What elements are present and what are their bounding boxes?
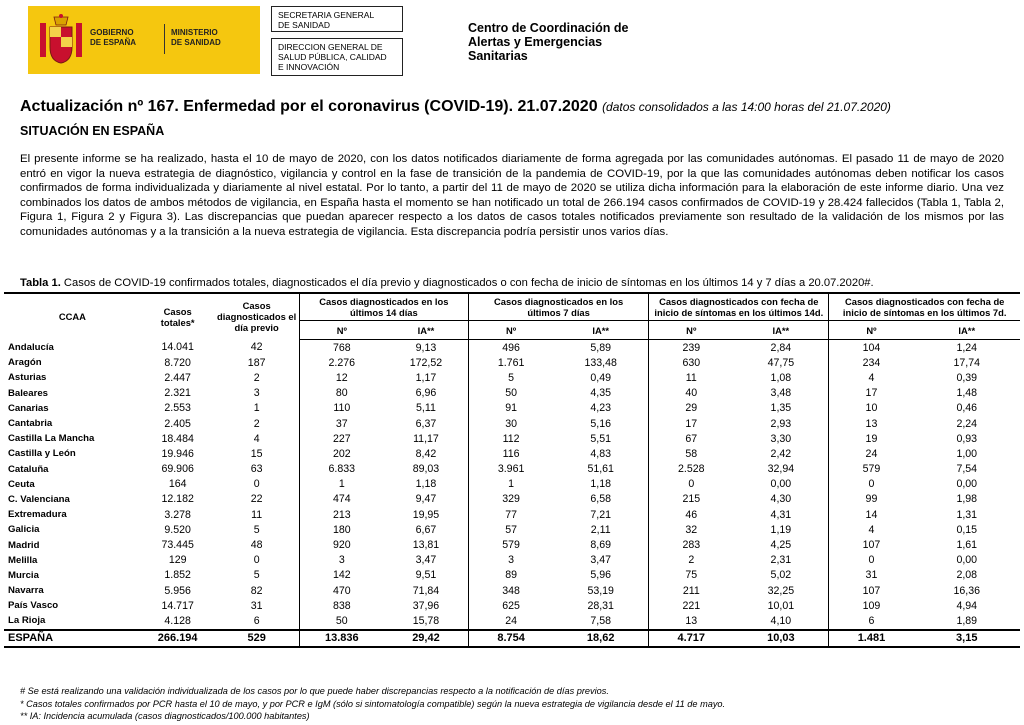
note-hash: # Se está realizando una validación individualizada de los casos por lo que puede haber discrepancias respecto a la notificación de días previos. — [20, 686, 609, 696]
table-cell: 1,17 — [384, 370, 469, 385]
header-dia-previo: Casos diagnosticados el día previo — [215, 293, 300, 340]
table-cell: 3,30 — [733, 431, 829, 446]
table-cell: 4 — [868, 523, 875, 536]
table-cell: 1 — [508, 478, 515, 491]
table-cell: 3 — [338, 554, 345, 567]
table-cell: 13 — [865, 417, 878, 430]
table-cell: 91 — [505, 402, 517, 415]
cases-table — [4, 292, 1020, 648]
table-cell: 4,31 — [733, 507, 829, 522]
table-cell: 2.405 — [164, 417, 191, 430]
header-casos-totales: Casos totales* — [141, 293, 215, 340]
table-cell: 16,36 — [953, 584, 981, 597]
table-cell: 8,69 — [553, 537, 649, 552]
header-ccaa: CCAA — [4, 293, 141, 340]
table-row — [4, 446, 1020, 461]
table-cell: 3,47 — [553, 553, 649, 568]
table-cell: 9.520 — [164, 523, 191, 536]
table-cell: 12.182 — [161, 493, 194, 506]
row-ccaa-name: Andalucía — [8, 341, 54, 353]
header-n: Nº — [299, 321, 384, 340]
table-row — [4, 583, 1020, 598]
table-cell: 2,93 — [733, 416, 829, 431]
table-cell: 37 — [335, 417, 348, 430]
row-ccaa-name: Navarra — [8, 585, 44, 597]
row-ccaa-name: Canarias — [8, 402, 49, 414]
table-row — [4, 537, 1020, 552]
table-cell: 2.528 — [678, 463, 705, 476]
table-cell: 58 — [685, 447, 698, 460]
table-cell: 579 — [502, 539, 520, 552]
table-cell: 28,31 — [553, 598, 649, 613]
row-ccaa-name: ESPAÑA — [4, 630, 141, 647]
spain-crest-icon — [38, 13, 84, 67]
report-title-main: Actualización nº 167. Enfermedad por el coronavirus (COVID-19). 21.07.2020 — [20, 98, 598, 115]
table-cell: 3.961 — [497, 463, 525, 476]
table-cell: 48 — [215, 537, 300, 552]
table-cell: 0,00 — [956, 478, 978, 491]
table-row — [4, 355, 1020, 370]
table-cell: 142 — [332, 569, 351, 582]
table-cell: 71,84 — [384, 583, 469, 598]
table-cell: 14 — [865, 508, 878, 521]
table-row — [4, 553, 1020, 568]
table-cell: 5 — [508, 371, 515, 384]
row-ccaa-name: Ceuta — [8, 478, 35, 490]
secretaria-box: SECRETARIA GENERAL DE SANIDAD — [271, 6, 403, 32]
header-group-14d: Casos diagnosticados en los últimos 14 días — [299, 293, 468, 321]
table-cell: 0,49 — [553, 370, 649, 385]
table-cell: 3.278 — [164, 508, 191, 521]
table-cell: 9,13 — [384, 340, 469, 356]
logo-divider — [164, 24, 165, 54]
table-cell: 109 — [862, 599, 881, 612]
table-cell: 1,89 — [956, 614, 978, 627]
report-title-sub: (datos consolidados a las 14:00 horas del 21.07.2020) — [602, 100, 891, 114]
table-cell: 1,31 — [956, 508, 978, 521]
table-cell: 630 — [682, 356, 701, 369]
table-cell: 69.906 — [161, 463, 194, 476]
table-cell: 8.754 — [469, 630, 554, 647]
table-cell: 221 — [682, 599, 701, 612]
table-cell: 1,00 — [956, 447, 978, 460]
table-cell: 9,51 — [384, 568, 469, 583]
table-cell: 2.321 — [164, 387, 191, 400]
table-cell: 1,18 — [553, 477, 649, 492]
table-cell: 2 — [688, 554, 695, 567]
table-cell: 187 — [215, 355, 300, 370]
centro-coordinacion-label: Centro de Coordinación de Alertas y Emergencias Sanitarias — [468, 21, 629, 63]
table-cell: 8.720 — [164, 356, 191, 369]
note-asterisk: * Casos totales confirmados por PCR hasta el 10 de mayo, y por PCR e IgM (sólo si sintomatología compatible) según la nueva estrategia de vigilancia desde el 11 de mayo. — [20, 698, 726, 709]
table-cell: 17,74 — [953, 356, 981, 369]
table-cell: 227 — [332, 432, 351, 445]
table-cell: 0,39 — [956, 371, 978, 384]
table-cell: 30 — [505, 417, 517, 430]
table-cell: 329 — [502, 493, 520, 506]
table-cell: 2,84 — [733, 340, 829, 356]
header-n: Nº — [829, 321, 914, 340]
section-heading: SITUACIÓN EN ESPAÑA — [20, 124, 165, 138]
table-cell: 0,00 — [956, 554, 978, 567]
table-cell: 2.447 — [164, 371, 191, 384]
table-cell: 2,08 — [956, 569, 978, 582]
table-cell: 0,93 — [956, 432, 978, 445]
table-cell: 2,24 — [956, 417, 978, 430]
table-cell: 2 — [215, 416, 300, 431]
document-header — [28, 6, 1008, 86]
table-cell: 3 — [508, 554, 515, 567]
row-ccaa-name: Extremadura — [8, 509, 67, 521]
table-row — [4, 370, 1020, 385]
table-cell: 180 — [332, 523, 351, 536]
table-cell: 67 — [685, 432, 698, 445]
header-group-sintomas-7d: Casos diagnosticados con fecha de inicio de síntomas en los últimos 7d. — [829, 293, 1020, 321]
table-cell: 24 — [505, 614, 517, 627]
table-cell: 4 — [868, 371, 875, 384]
table-row — [4, 401, 1020, 416]
row-ccaa-name: Cantabria — [8, 418, 53, 430]
table-cell: 1,61 — [956, 539, 978, 552]
table-notes — [20, 685, 725, 723]
table-cell: 5,51 — [553, 431, 649, 446]
table-cell: 104 — [862, 341, 881, 354]
header-group-7d: Casos diagnosticados en los últimos 7 días — [469, 293, 649, 321]
table-cell: 63 — [215, 462, 300, 477]
table-cell: 31 — [865, 569, 878, 582]
table-cell: 42 — [215, 340, 300, 356]
table-cell: 75 — [685, 569, 698, 582]
table-cell: 0 — [868, 478, 875, 491]
table-cell: 239 — [682, 341, 701, 354]
table-cell: 3 — [215, 386, 300, 401]
table-cell: 73.445 — [161, 539, 194, 552]
header-ia: IA** — [733, 321, 829, 340]
table-cell: 470 — [332, 584, 351, 597]
table-cell: 13,81 — [384, 537, 469, 552]
table-row — [4, 462, 1020, 477]
table-cell: 3,48 — [733, 386, 829, 401]
table-cell: 12 — [335, 371, 348, 384]
table-cell: 14.041 — [161, 341, 194, 354]
row-ccaa-name: Castilla La Mancha — [8, 433, 95, 445]
table-cell: 4,30 — [733, 492, 829, 507]
header-n: Nº — [469, 321, 554, 340]
table-cell: 768 — [332, 341, 351, 354]
table-cell: 0 — [215, 477, 300, 492]
table-cell: 211 — [682, 584, 700, 597]
table-cell: 5 — [215, 522, 300, 537]
row-ccaa-name: Melilla — [8, 554, 38, 566]
table-cell: 10,03 — [733, 630, 829, 647]
table-cell: 47,75 — [733, 355, 829, 370]
table-cell: 5.956 — [164, 584, 191, 597]
table-row — [4, 598, 1020, 613]
table-cell: 89,03 — [384, 462, 469, 477]
table-cell: 1,19 — [733, 522, 829, 537]
table-cell: 4,94 — [956, 599, 978, 612]
table-row — [4, 613, 1020, 629]
table-cell: 0,15 — [956, 523, 978, 536]
table-cell: 50 — [505, 387, 517, 400]
table-cell: 40 — [685, 387, 698, 400]
table-cell: 1,98 — [956, 493, 978, 506]
table-cell: 32,25 — [733, 583, 829, 598]
table-row — [4, 492, 1020, 507]
table-cell: 17 — [685, 417, 698, 430]
table-cell: 4 — [215, 431, 300, 446]
table-cell: 7,54 — [956, 463, 978, 476]
table-cell: 29,42 — [384, 630, 469, 647]
table-cell: 6 — [215, 613, 300, 629]
table-cell: 50 — [335, 614, 348, 627]
table-cell: 4.128 — [164, 614, 191, 627]
table-cell: 3,15 — [914, 630, 1020, 647]
header-ia: IA** — [553, 321, 649, 340]
table-cell: 37,96 — [384, 598, 469, 613]
row-ccaa-name: País Vasco — [8, 600, 59, 612]
table-cell: 110 — [333, 402, 351, 415]
table-cell: 164 — [168, 478, 187, 491]
table-cell: 348 — [502, 584, 520, 597]
table-caption-text: Casos de COVID-19 confirmados totales, diagnosticados el día previo y diagnosticados o con fecha de inicio de síntomas en los últimos 14 y 7 días a 20.07.2020#. — [60, 277, 874, 289]
table-cell: 80 — [335, 387, 348, 400]
table-cell: 283 — [682, 539, 701, 552]
table-caption-label: Tabla 1. — [20, 277, 61, 289]
table-cell: 266.194 — [141, 630, 215, 647]
table-cell: 1.852 — [164, 569, 191, 582]
table-cell: 15,78 — [384, 613, 469, 629]
intro-paragraph: El presente informe se ha realizado, hasta el 10 de mayo de 2020, con los datos notificados diariamente de forma agregada por las comunidades autónomas. El pasado 11 de mayo de 2020 entró en vigor la nueva estrategia de diagnóstico, vigilancia y control en la fase de transición de la pandemia de COVID-19, por la que las comunidades autónomas deben notificar los casos confirmados de forma individualizada y diariamente al nivel estatal. Por lo tanto, a partir del 11 de mayo de 2020 se utiliza dicha información para la elaboración de este informe diario. Una vez combinados los datos de ambos métodos de vigilancia, en España hasta el momento se han notificado un total de 266.194 casos confirmados de COVID-19 y 28.424 fallecidos (Tabla 1, Tabla 2, Figura 1, Figura 2 y Figura 3). Las discrepancias que puedan aparecer respecto a los datos de casos totales notificados previamente son resultado de la validación de los mismos por las comunidades autónomas y a la transición a la nueva estrategia de vigilancia. Esta discrepancia podría persistir unos varios días. — [20, 153, 1004, 238]
table-cell: 2.276 — [328, 356, 356, 369]
table-cell: 4,83 — [553, 446, 649, 461]
table-cell: 24 — [865, 447, 878, 460]
table-row — [4, 568, 1020, 583]
table-cell: 202 — [332, 447, 351, 460]
table-cell: 5,96 — [553, 568, 649, 583]
table-cell: 529 — [215, 630, 300, 647]
table-cell: 11,17 — [384, 431, 469, 446]
table-cell: 5,02 — [733, 568, 829, 583]
table-cell: 17 — [865, 387, 878, 400]
table-cell: 2.553 — [164, 402, 191, 415]
table-cell: 234 — [862, 356, 881, 369]
table-body — [4, 340, 1020, 647]
table-cell: 13 — [685, 614, 698, 627]
table-cell: 15 — [215, 446, 300, 461]
table-cell: 474 — [332, 493, 351, 506]
table-cell: 2,11 — [553, 522, 649, 537]
table-cell: 133,48 — [553, 355, 649, 370]
table-cell: 5 — [215, 568, 300, 583]
table-caption — [20, 277, 874, 289]
table-cell: 13.836 — [299, 630, 384, 647]
row-ccaa-name: C. Valenciana — [8, 493, 70, 505]
table-cell: 9,47 — [384, 492, 469, 507]
table-cell: 5,89 — [553, 340, 649, 356]
table-cell: 1.481 — [829, 630, 914, 647]
table-cell: 6 — [868, 614, 875, 627]
table-cell: 6,37 — [384, 416, 469, 431]
table-cell: 4,35 — [553, 386, 649, 401]
table-row — [4, 522, 1020, 537]
note-double-asterisk: ** IA: Incidencia acumulada (casos diagnosticados/100.000 habitantes) — [20, 711, 310, 721]
direccion-box: DIRECCION GENERAL DE SALUD PÚBLICA, CALIDAD E INNOVACIÓN — [271, 38, 403, 76]
table-cell: 19.946 — [161, 447, 194, 460]
table-cell: 4,25 — [733, 537, 829, 552]
table-cell: 32,94 — [733, 462, 829, 477]
table-cell: 1.761 — [497, 356, 525, 369]
row-ccaa-name: Murcia — [8, 569, 39, 581]
table-cell: 0,00 — [733, 477, 829, 492]
table-cell: 215 — [682, 493, 701, 506]
table-cell: 1,24 — [956, 341, 978, 354]
table-cell: 4.717 — [649, 630, 734, 647]
table-cell: 2 — [215, 370, 300, 385]
table-cell: 116 — [502, 447, 520, 460]
table-cell: 6,58 — [553, 492, 649, 507]
header-ia: IA** — [914, 321, 1020, 340]
header-group-sintomas-14d: Casos diagnosticados con fecha de inicio de síntomas en los últimos 14d. — [649, 293, 829, 321]
table-cell: 6,96 — [384, 386, 469, 401]
table-cell: 32 — [685, 523, 698, 536]
table-cell: 11 — [215, 507, 300, 522]
table-cell: 1,18 — [384, 477, 469, 492]
table-cell: 3,47 — [384, 553, 469, 568]
table-cell: 31 — [215, 598, 300, 613]
table-cell: 89 — [505, 569, 517, 582]
table-cell: 19 — [865, 432, 878, 445]
table-cell: 6,67 — [384, 522, 469, 537]
table-cell: 14.717 — [161, 599, 194, 612]
table-cell: 1,48 — [956, 387, 978, 400]
report-title — [20, 98, 891, 116]
table-cell: 99 — [865, 493, 878, 506]
table-cell: 18,62 — [553, 630, 649, 647]
header-n: Nº — [649, 321, 734, 340]
ministerio-label: MINISTERIO DE SANIDAD — [171, 28, 221, 47]
table-cell: 2,31 — [733, 553, 829, 568]
table-cell: 46 — [685, 508, 698, 521]
table-cell: 1 — [215, 401, 300, 416]
gobierno-label: GOBIERNO DE ESPAÑA — [90, 28, 137, 47]
table-cell: 22 — [215, 492, 300, 507]
table-cell: 5,11 — [384, 401, 469, 416]
row-ccaa-name: Castilla y León — [8, 448, 76, 460]
table-total-row — [4, 630, 1020, 647]
table-row — [4, 507, 1020, 522]
row-ccaa-name: Galicia — [8, 524, 40, 536]
row-ccaa-name: Baleares — [8, 387, 49, 399]
row-ccaa-name: Cataluña — [8, 463, 49, 475]
table-cell: 4,10 — [733, 613, 829, 629]
table-cell: 82 — [215, 583, 300, 598]
table-cell: 172,52 — [384, 355, 469, 370]
table-cell: 0,46 — [956, 402, 978, 415]
table-cell: 1 — [338, 478, 345, 491]
table-cell: 7,21 — [553, 507, 649, 522]
table-cell: 6.833 — [328, 463, 356, 476]
table-row — [4, 340, 1020, 356]
table-cell: 838 — [332, 599, 351, 612]
table-cell: 129 — [168, 554, 187, 567]
table-row — [4, 431, 1020, 446]
table-cell: 19,95 — [384, 507, 469, 522]
table-cell: 57 — [505, 523, 517, 536]
table-cell: 10,01 — [733, 598, 829, 613]
table-row — [4, 386, 1020, 401]
table-cell: 625 — [502, 599, 520, 612]
table-cell: 8,42 — [384, 446, 469, 461]
table-cell: 77 — [505, 508, 517, 521]
row-ccaa-name: Asturias — [8, 372, 47, 384]
row-ccaa-name: Aragón — [8, 357, 42, 369]
table-cell: 1,35 — [733, 401, 829, 416]
table-cell: 1,08 — [733, 370, 829, 385]
table-cell: 920 — [332, 539, 351, 552]
table-cell: 213 — [332, 508, 351, 521]
table-cell: 51,61 — [553, 462, 649, 477]
table-cell: 579 — [862, 463, 881, 476]
row-ccaa-name: La Rioja — [8, 615, 46, 627]
table-cell: 11 — [685, 371, 697, 384]
table-cell: 10 — [865, 402, 878, 415]
table-cell: 0 — [215, 553, 300, 568]
table-cell: 18.484 — [161, 432, 194, 445]
table-cell: 53,19 — [553, 583, 649, 598]
table-cell: 5,16 — [553, 416, 649, 431]
table-cell: 29 — [685, 402, 698, 415]
government-logo-block — [28, 6, 260, 74]
table-cell: 2,42 — [733, 446, 829, 461]
table-cell: 4,23 — [553, 401, 649, 416]
table-cell: 112 — [502, 432, 520, 445]
table-cell: 107 — [862, 584, 881, 597]
table-cell: 0 — [868, 554, 875, 567]
table-cell: 0 — [688, 478, 695, 491]
row-ccaa-name: Madrid — [8, 539, 40, 551]
table-row — [4, 477, 1020, 492]
table-cell: 7,58 — [553, 613, 649, 629]
table-cell: 107 — [862, 539, 881, 552]
table-row — [4, 416, 1020, 431]
header-ia: IA** — [384, 321, 469, 340]
table-cell: 496 — [502, 341, 520, 354]
